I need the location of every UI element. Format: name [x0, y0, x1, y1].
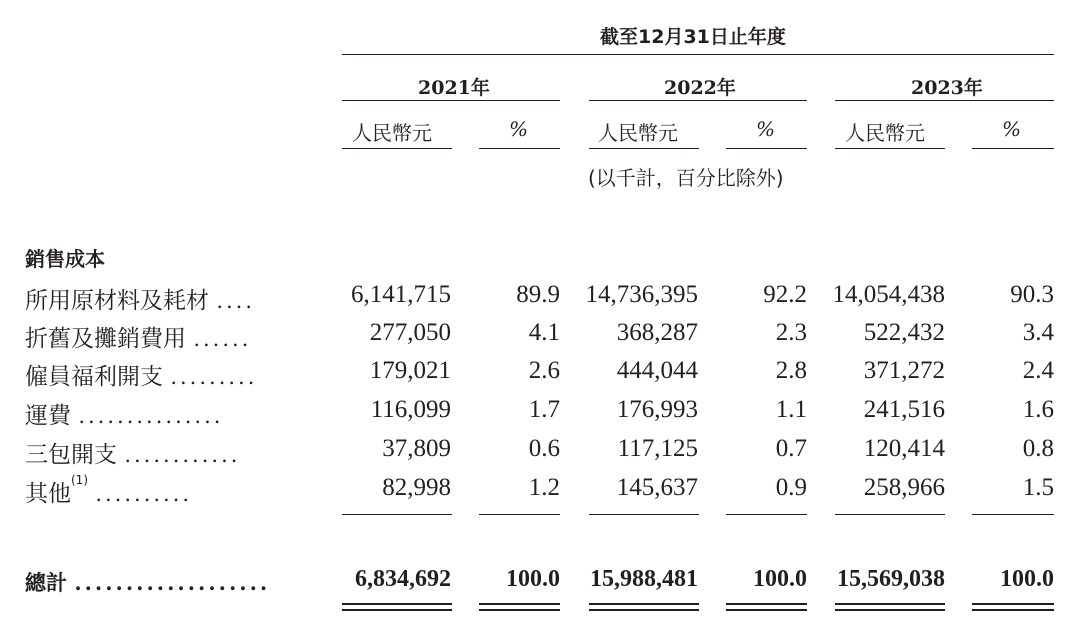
- table-cell: 444,044: [616, 357, 698, 384]
- total-double-rule: [342, 609, 452, 611]
- row-label: 折舊及攤銷費用 ......: [25, 326, 252, 352]
- subtotal-rule: [342, 514, 452, 515]
- table-cell: 241,516: [863, 396, 945, 423]
- total-double-rule: [972, 603, 1054, 605]
- year-header-2023: 2023年: [911, 77, 983, 99]
- table-cell: 0.6: [528, 435, 560, 462]
- total-double-rule: [972, 609, 1054, 611]
- row-label: 所用原材料及耗材 ....: [25, 288, 256, 314]
- total-double-rule: [726, 603, 807, 605]
- total-value: 15,988,481: [590, 566, 698, 592]
- total-value: 6,834,692: [355, 566, 451, 592]
- table-cell: 2.6: [528, 357, 560, 384]
- table-cell: 176,993: [616, 396, 698, 423]
- period-header: 截至12月31日止年度: [600, 26, 786, 48]
- table-cell: 1.5: [1022, 474, 1054, 501]
- row-label: 運費 ...............: [25, 403, 224, 429]
- col-rule: [726, 148, 807, 149]
- total-double-rule: [589, 603, 699, 605]
- year-header-2021: 2021年: [418, 77, 490, 99]
- total-double-rule: [589, 609, 699, 611]
- table-cell: 522,432: [863, 319, 945, 346]
- year-rule-2022: [589, 100, 807, 101]
- table-cell: 116,099: [370, 396, 451, 423]
- table-cell: 371,272: [863, 357, 945, 384]
- currency-header-2023: 人民幣元: [845, 121, 925, 145]
- period-header-rule: [342, 54, 1054, 55]
- total-value: 100.0: [753, 566, 807, 592]
- currency-header-2022: 人民幣元: [598, 121, 678, 145]
- total-value: 100.0: [1000, 566, 1054, 592]
- total-double-rule: [835, 609, 945, 611]
- table-cell: 4.1: [528, 319, 560, 346]
- currency-header-2021: 人民幣元: [352, 121, 432, 145]
- row-label: 僱員福利開支 .........: [25, 364, 258, 390]
- year-rule-2021: [342, 100, 560, 101]
- table-cell: 2.3: [775, 319, 807, 346]
- table-cell: 0.7: [775, 435, 807, 462]
- table-cell: 277,050: [369, 319, 451, 346]
- table-cell: 90.3: [1010, 281, 1054, 308]
- table-cell: 120,414: [863, 435, 945, 462]
- percent-header-2021: %: [509, 117, 529, 141]
- table-cell: 89.9: [516, 281, 560, 308]
- table-cell: 145,637: [616, 474, 698, 501]
- footnote-marker: (1): [71, 473, 88, 487]
- row-label: 三包開支 ............: [25, 442, 241, 468]
- table-cell: 3.4: [1022, 319, 1054, 346]
- subtotal-rule: [726, 514, 807, 515]
- col-rule: [835, 148, 945, 149]
- year-header-2022: 2022年: [664, 77, 736, 99]
- subtotal-rule: [835, 514, 945, 515]
- total-value: 100.0: [506, 566, 560, 592]
- total-double-rule: [479, 609, 560, 611]
- table-cell: 117,125: [617, 435, 698, 462]
- year-rule-2023: [835, 100, 1054, 101]
- total-double-rule: [726, 609, 807, 611]
- table-cell: 258,966: [863, 474, 945, 501]
- row-label: 其他$^{(1)}$ ..........: [25, 473, 193, 507]
- total-double-rule: [835, 603, 945, 605]
- table-cell: 6,141,715: [351, 281, 451, 308]
- table-cell: 1.7: [528, 396, 560, 423]
- table-cell: 0.8: [1022, 435, 1054, 462]
- table-cell: 2.8: [775, 357, 807, 384]
- total-double-rule: [342, 603, 452, 605]
- table-cell: 1.1: [775, 396, 807, 423]
- table-cell: 368,287: [616, 319, 698, 346]
- subtotal-rule: [589, 514, 699, 515]
- section-title: 銷售成本: [25, 247, 105, 271]
- col-rule: [479, 148, 560, 149]
- col-rule: [342, 148, 452, 149]
- table-cell: 0.9: [775, 474, 807, 501]
- total-label: 總計 ...................: [25, 570, 271, 595]
- table-cell: 37,809: [382, 435, 451, 462]
- subtotal-rule: [479, 514, 560, 515]
- subtotal-rule: [972, 514, 1054, 515]
- table-cell: 92.2: [763, 281, 807, 308]
- percent-header-2023: %: [1002, 117, 1022, 141]
- table-cell: 1.6: [1022, 396, 1054, 423]
- table-cell: 14,736,395: [585, 281, 698, 308]
- total-value: 15,569,038: [837, 566, 945, 592]
- total-double-rule: [479, 603, 560, 605]
- unit-note: (以千計，百分比除外): [588, 166, 784, 190]
- col-rule: [972, 148, 1054, 149]
- table-cell: 14,054,438: [832, 281, 945, 308]
- col-rule: [589, 148, 699, 149]
- table-cell: 2.4: [1022, 357, 1054, 384]
- table-cell: 179,021: [369, 357, 451, 384]
- table-cell: 82,998: [382, 474, 451, 501]
- percent-header-2022: %: [756, 117, 776, 141]
- table-cell: 1.2: [528, 474, 560, 501]
